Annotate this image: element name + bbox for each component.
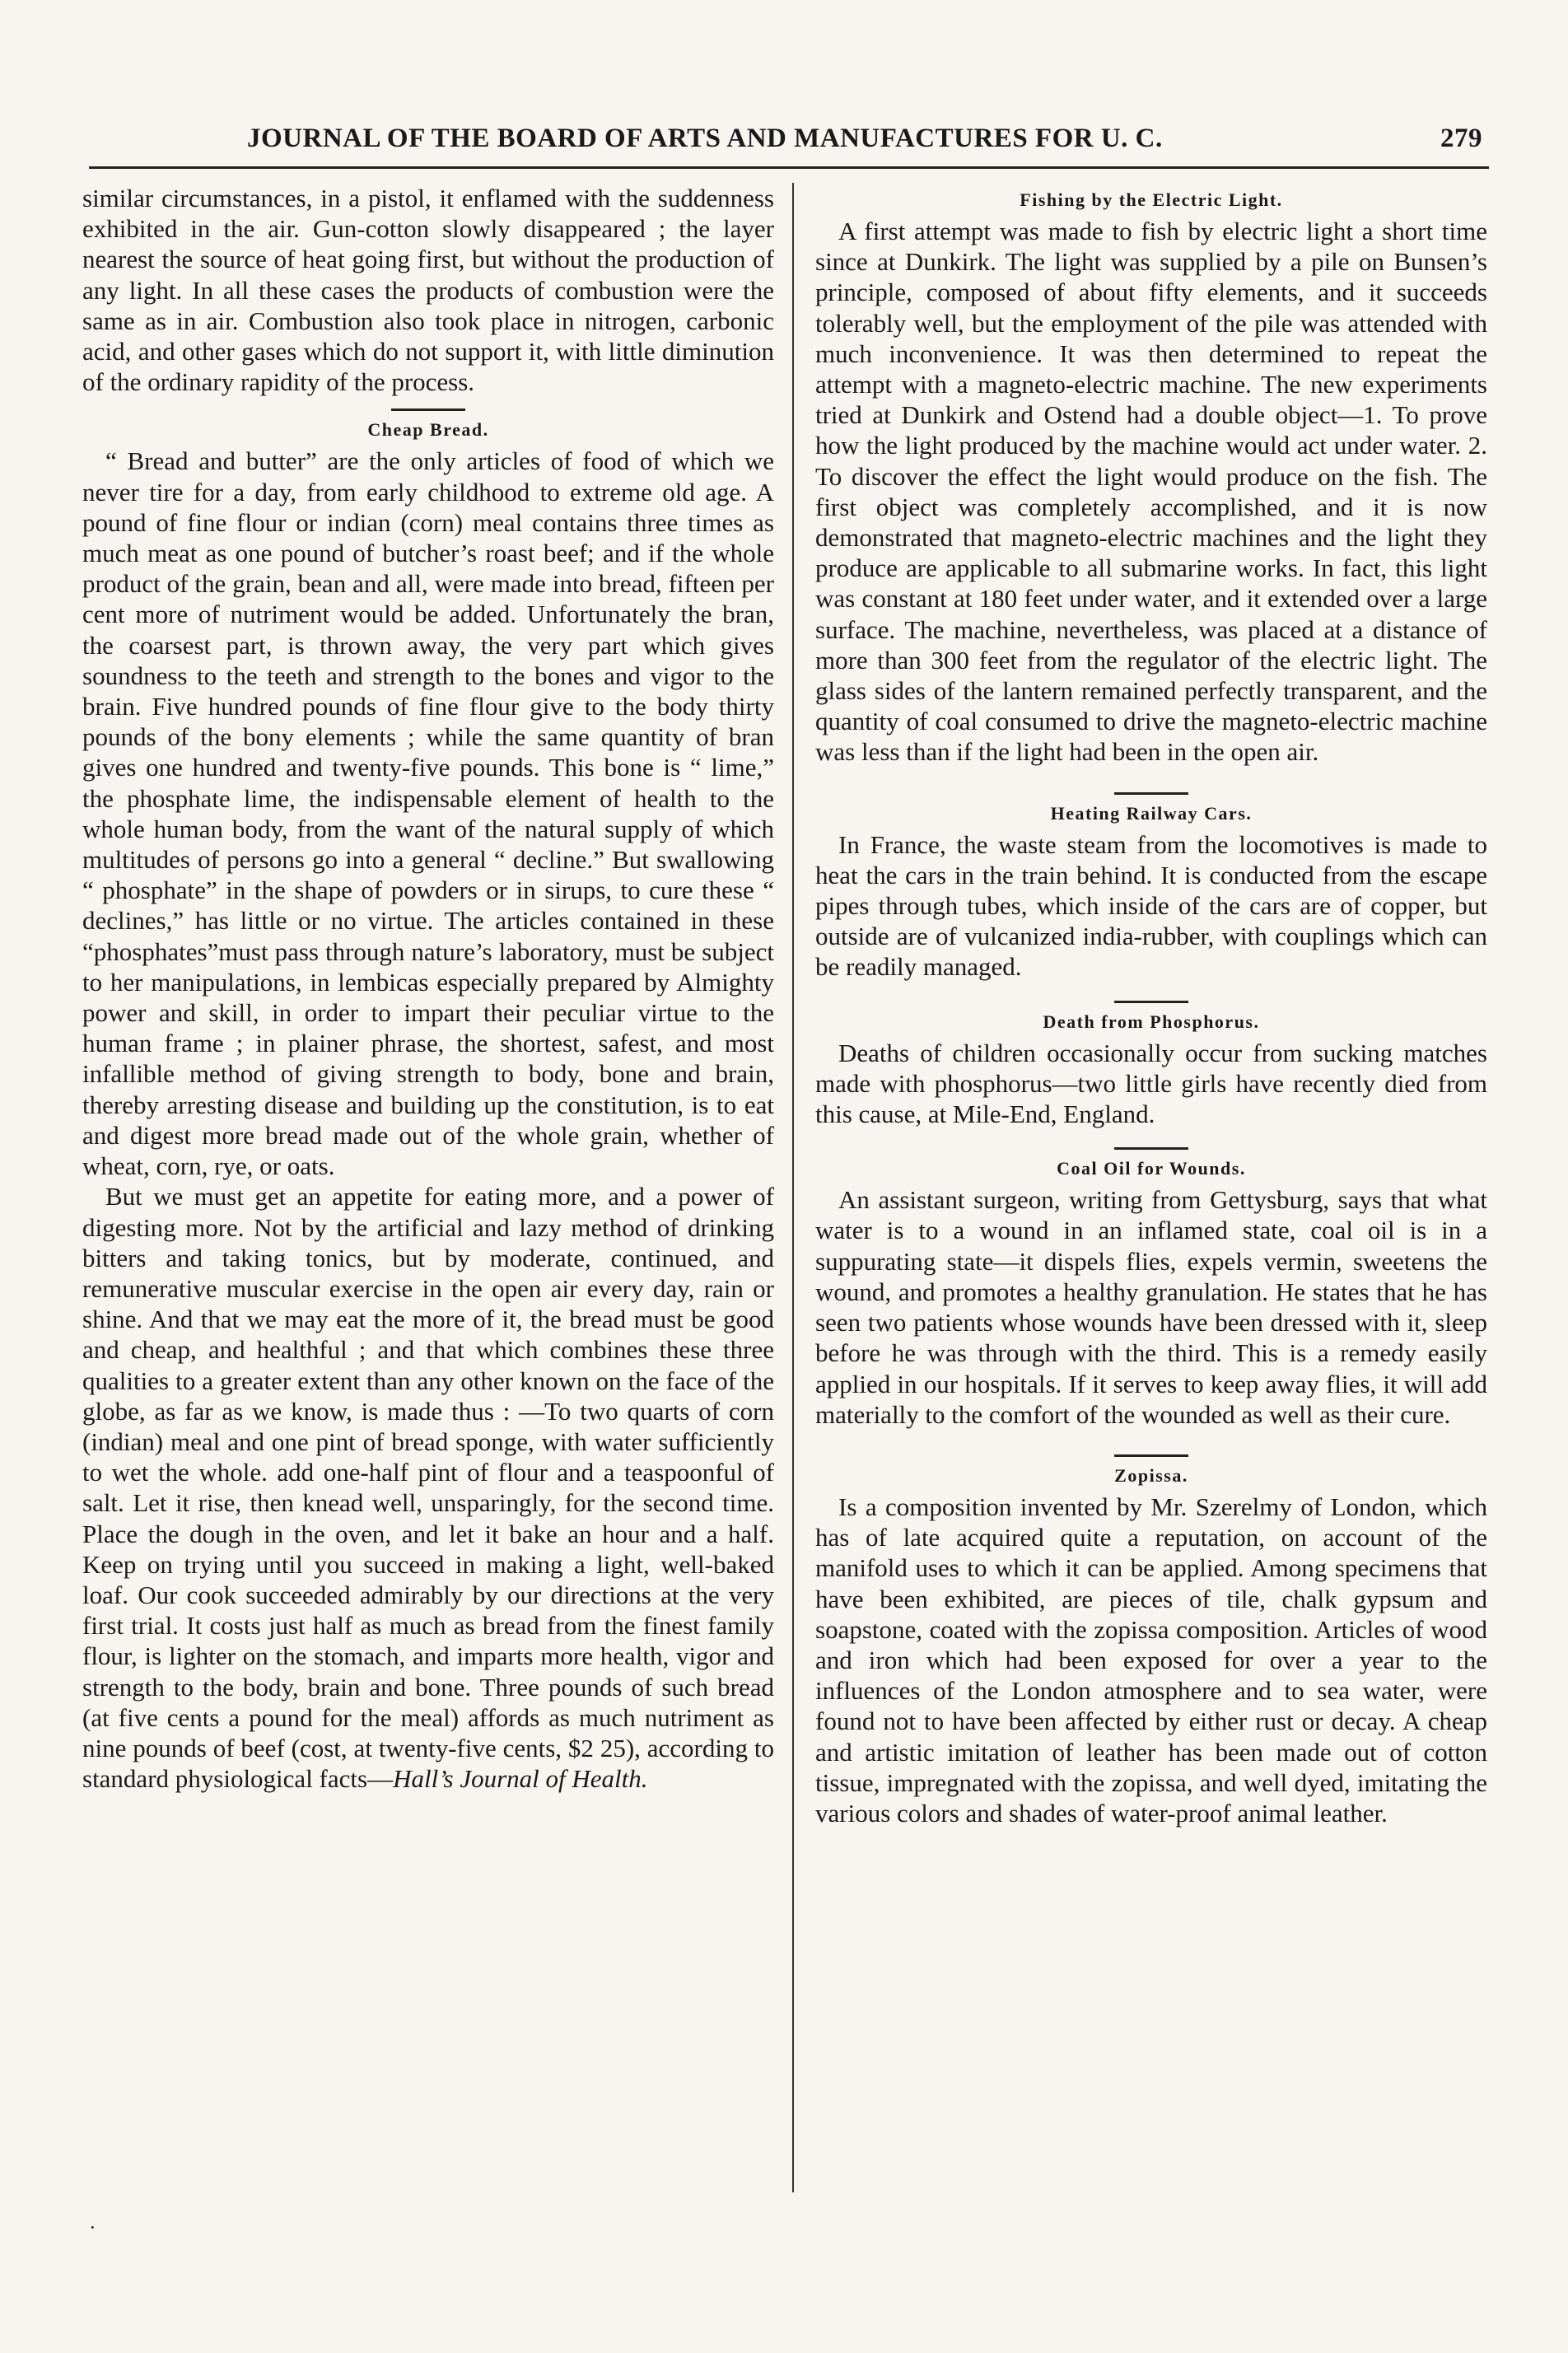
section-separator bbox=[1114, 1147, 1188, 1150]
stray-mark: · bbox=[89, 2215, 96, 2239]
continued-paragraph: similar circumstances, in a pistol, it enflamed with the suddenness exhibited in the air. Gun-cotton slowly disappeared ; the layer nearest the source of heat going first, but without the production of any light. In all these cases the products of combustion were the same as in air. Combustion also took place in nitrogen, carbonic acid, and other gases which do not support it, with little diminution of the ordinary rapidity of the process. bbox=[82, 184, 774, 397]
coal-oil-paragraph: An assistant surgeon, writing from Gettysburg, says that what water is to a wound in an inflamed state, coal oil is in a suppurating state—it dispels flies, expels vermin, sweetens the wound, and promotes a healthy granulation. He states that he has seen two patients whose wounds have been dressed with it, sleep before he was through with the third. This is a remedy easily applied in our hospitals. If it serves to keep away flies, it will add materially to the comfort of the wounded as well as their cure. bbox=[815, 1185, 1487, 1429]
cheap-bread-paragraph-1: “ Bread and butter” are the only articles of food of which we never tire for a day, from early childhood to extreme old age. A pound of fine flour or indian (corn) meal contains three times as much meat as one pound of butcher’s roast beef; and if the whole product of the grain, bean and all, were made into bread, fifteen per cent more of nutriment would be added. Unfortunately the bran, the coarsest part, is thrown away, the very part which gives soundness to the teeth and strength to the bones and vigor to the brain. Five hundred pounds of fine flour give to the body thirty pounds of the bony elements ; while the same quantity of bran gives one hundred and twenty-five pounds. This bone is “ lime,” the phosphate lime, the indispensable element of health to the whole human body, from the want of the natural supply of which multitudes of persons go into a general “ decline.” But swallowing “ phosphate” in the shape of powders or in sirups, to cure these “ declines,” has little or no virtue. The articles contained in these “phosphates”must pass through nature’s laboratory, must be subject to her manipulations, in lembicas especially prepared by Almighty power and skill, in order to impart their peculiar virtue to the human frame ; in plainer phrase, the shortest, safest, and most infallible method of giving strength to body, bone and brain, thereby arresting disease and building up the constitution, is to eat and digest more bread made out of the whole grain, whether of wheat, corn, rye, or oats. bbox=[82, 446, 774, 1181]
citation: Hall’s Journal of Health. bbox=[393, 1764, 648, 1794]
heating-paragraph: In France, the waste steam from the locomotives is made to heat the cars in the train behind. It is conducted from the escape pipes through tubes, which inside of the cars are of copper, but outside are of vulcanized india-rubber, with couplings which can be readily managed. bbox=[815, 829, 1487, 982]
fishing-paragraph: A first attempt was made to fish by electric light a short time since at Dunkirk. The light was supplied by a pile on Bunsen’s principle, composed of about fifty elements, and it succeeds tolerably well, but the employment of the pile was attended with much inconvenience. It was then determined to repeat the attempt with a magneto-electric machine. The new experiments tried at Dunkirk and Ostend had a double object—1. To prove how the light produced by the machine would act under water. 2. To discover the effect the light would produce on the fish. The first object was completely accomplished, and it is now demonstrated that magneto-electric machines and the light they produce are applicable to all submarine works. In fact, this light was constant at 180 feet under water, and it extended over a large surface. The machine, nevertheless, was placed at a distance of more than 300 feet from the regulator of the electric light. The glass sides of the lantern remained perfectly transparent, and the quantity of coal consumed to drive the magneto-electric machine was less than if the light had been in the open air. bbox=[815, 217, 1487, 767]
journal-title: JOURNAL OF THE BOARD OF ARTS AND MANUFACTURES FOR U. C. bbox=[247, 124, 1163, 153]
article-heading-zopissa: Zopissa. bbox=[1114, 1464, 1188, 1486]
death-paragraph: Deaths of children occasionally occur from sucking matches made with phosphorus—two little girls have recently died from this cause, at Mile-End, England. bbox=[815, 1038, 1487, 1129]
left-column bbox=[82, 183, 774, 1794]
article-heading-heating: Heating Railway Cars. bbox=[1050, 802, 1253, 824]
section-separator bbox=[391, 409, 465, 411]
column-divider bbox=[792, 183, 794, 2192]
cheap-bread-paragraph-2 bbox=[82, 1181, 774, 1794]
cheap-bread-paragraph-2-text: But we must get an appetite for eating more, and a power of digesting more. Not by the artificial and lazy method of drinking bitters and taking tonics, but by moderate, continued, and remunerative muscular exercise in the open air every day, rain or shine. And that we may eat the more of it, the bread must be good and cheap, and healthful ; and that which combines these three qualities to a greater extent than any other known on the face of the globe, as far as we know, is made thus : —To two quarts of corn (indian) meal and one pint of bread sponge, with water sufficiently to wet the whole. add one-half pint of flour and a teaspoonful of salt. Let it rise, then knead well, unsparingly, for the second time. Place the dough in the oven, and let it bake an hour and a half. Keep on trying until you succeed in making a light, well-baked loaf. Our cook succeeded admirably by our directions at the very first trial. It costs just half as much as bread from the finest family flour, is lighter on the stomach, and imparts more health, vigor and strength to the body, brain and bone. Three pounds of such bread (at five cents a pound for the meal) affords as much nutriment as nine pounds of beef (cost, at twenty-five cents, $2 25), according to standard physiological facts— bbox=[82, 1182, 774, 1794]
page-number: 279 bbox=[1440, 124, 1482, 153]
header-rule bbox=[89, 166, 1489, 169]
zopissa-paragraph: Is a composition invented by Mr. Szerelmy of London, which has of late acquired quite a reputation, on account of the manifold uses to which it can be applied. Among specimens that have been exhibited, are pieces of tile, chalk gypsum and soapstone, coated with the zopissa composition. Articles of wood and iron which had been exposed for over a year to the influences of the London atmosphere and to sea water, were found not to have been affected by either rust or decay. A cheap and artistic imitation of leather has been made out of cotton tissue, impregnated with the zopissa, and well dyed, imitating the various colors and shades of water-proof animal leather. bbox=[815, 1492, 1487, 1828]
article-heading-cheap-bread: Cheap Bread. bbox=[367, 419, 489, 441]
right-column bbox=[815, 183, 1487, 1828]
section-separator bbox=[1114, 1454, 1188, 1457]
article-heading-coal-oil: Coal Oil for Wounds. bbox=[1057, 1158, 1246, 1179]
article-heading-fishing: Fishing by the Electric Light. bbox=[1020, 189, 1283, 210]
section-separator bbox=[1114, 792, 1188, 795]
section-separator bbox=[1114, 1001, 1188, 1003]
article-heading-death: Death from Phosphorus. bbox=[1043, 1011, 1260, 1032]
